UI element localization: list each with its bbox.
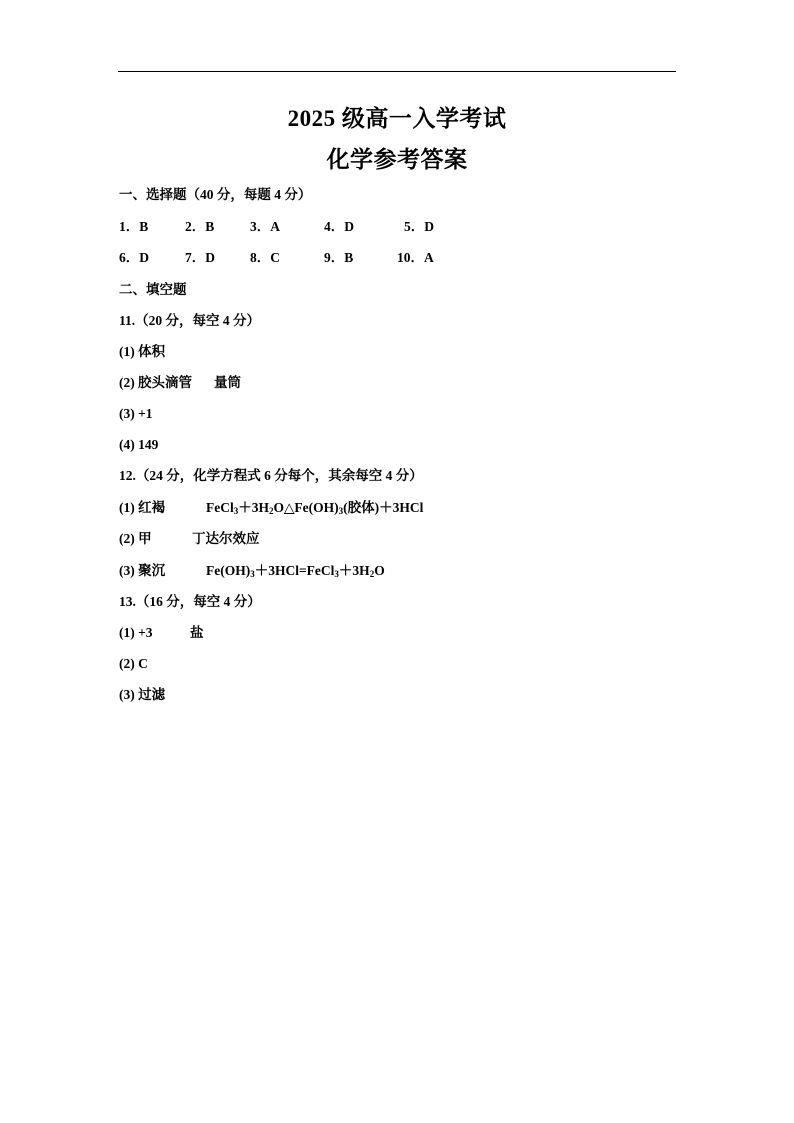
q13-answer-3: (3) 过滤 bbox=[119, 687, 166, 702]
choice-answer: 9．B bbox=[324, 250, 354, 265]
header-rule bbox=[118, 71, 676, 72]
choice-answer: 1．B bbox=[119, 219, 149, 234]
q13-answer-1 bbox=[119, 624, 319, 642]
q12-equation-1: $FeCl_3+3H_2O\triangle Fe(OH)_3$(胶体)＋3HCl bbox=[206, 500, 424, 516]
choice-answer: 6．D bbox=[119, 250, 149, 265]
q12-answer-2-part-2: 丁达尔效应 bbox=[192, 531, 260, 546]
choice-answer: 10．A bbox=[397, 250, 434, 265]
choice-answers-row-1 bbox=[119, 218, 449, 236]
q12-answer-3-label: (3) 聚沉 bbox=[119, 563, 166, 578]
choice-answer: 7．D bbox=[185, 250, 215, 265]
q11-answer-3: (3) +1 bbox=[119, 406, 153, 421]
choice-answer: 8．C bbox=[250, 250, 280, 265]
q11-heading: 11.（20 分，每空 4 分） bbox=[119, 313, 261, 328]
exam-title: 2025 级高一入学考试 bbox=[287, 106, 507, 131]
q13-heading: 13.（16 分，每空 4 分） bbox=[119, 594, 261, 609]
section-1-heading: 一、选择题（40 分，每题 4 分） bbox=[119, 187, 312, 202]
q12-answer-1 bbox=[119, 499, 449, 517]
q11-answer-1: (1) 体积 bbox=[119, 344, 166, 359]
q11-answer-4: (4) 149 bbox=[119, 437, 159, 452]
choice-answer: 5．D bbox=[404, 219, 434, 234]
q12-answer-2-label: (2) 甲 bbox=[119, 531, 152, 546]
q11-answer-2-part-2: 量筒 bbox=[214, 375, 241, 390]
choice-answers-row-2 bbox=[119, 249, 449, 267]
section-2-heading: 二、填空题 bbox=[119, 282, 187, 297]
choice-answer: 2．B bbox=[185, 219, 215, 234]
q11-answer-2 bbox=[119, 374, 319, 392]
q11-answer-2-part-1: 胶头滴管 bbox=[138, 375, 192, 390]
q12-answer-1-label: (1) 红褐 bbox=[119, 500, 166, 515]
q13-answer-2: (2) C bbox=[119, 656, 148, 671]
q12-answer-3 bbox=[119, 562, 449, 580]
q11-answer-2-number: (2) bbox=[119, 375, 135, 390]
choice-answer: 3．A bbox=[250, 219, 280, 234]
q12-heading: 12.（24 分，化学方程式 6 分每个，其余每空 4 分） bbox=[119, 468, 423, 483]
choice-answer: 4．D bbox=[324, 219, 354, 234]
q12-answer-2 bbox=[119, 530, 319, 548]
q12-equation-2: $Fe(OH)_3+3HCl=FeCl_3+3H_2O$ bbox=[206, 563, 385, 579]
q13-answer-1-label: (1) +3 bbox=[119, 625, 153, 640]
heat-condition-symbol: △ bbox=[284, 500, 295, 515]
answer-key-title: 化学参考答案 bbox=[326, 147, 468, 172]
q13-answer-1-part-2: 盐 bbox=[190, 625, 204, 640]
